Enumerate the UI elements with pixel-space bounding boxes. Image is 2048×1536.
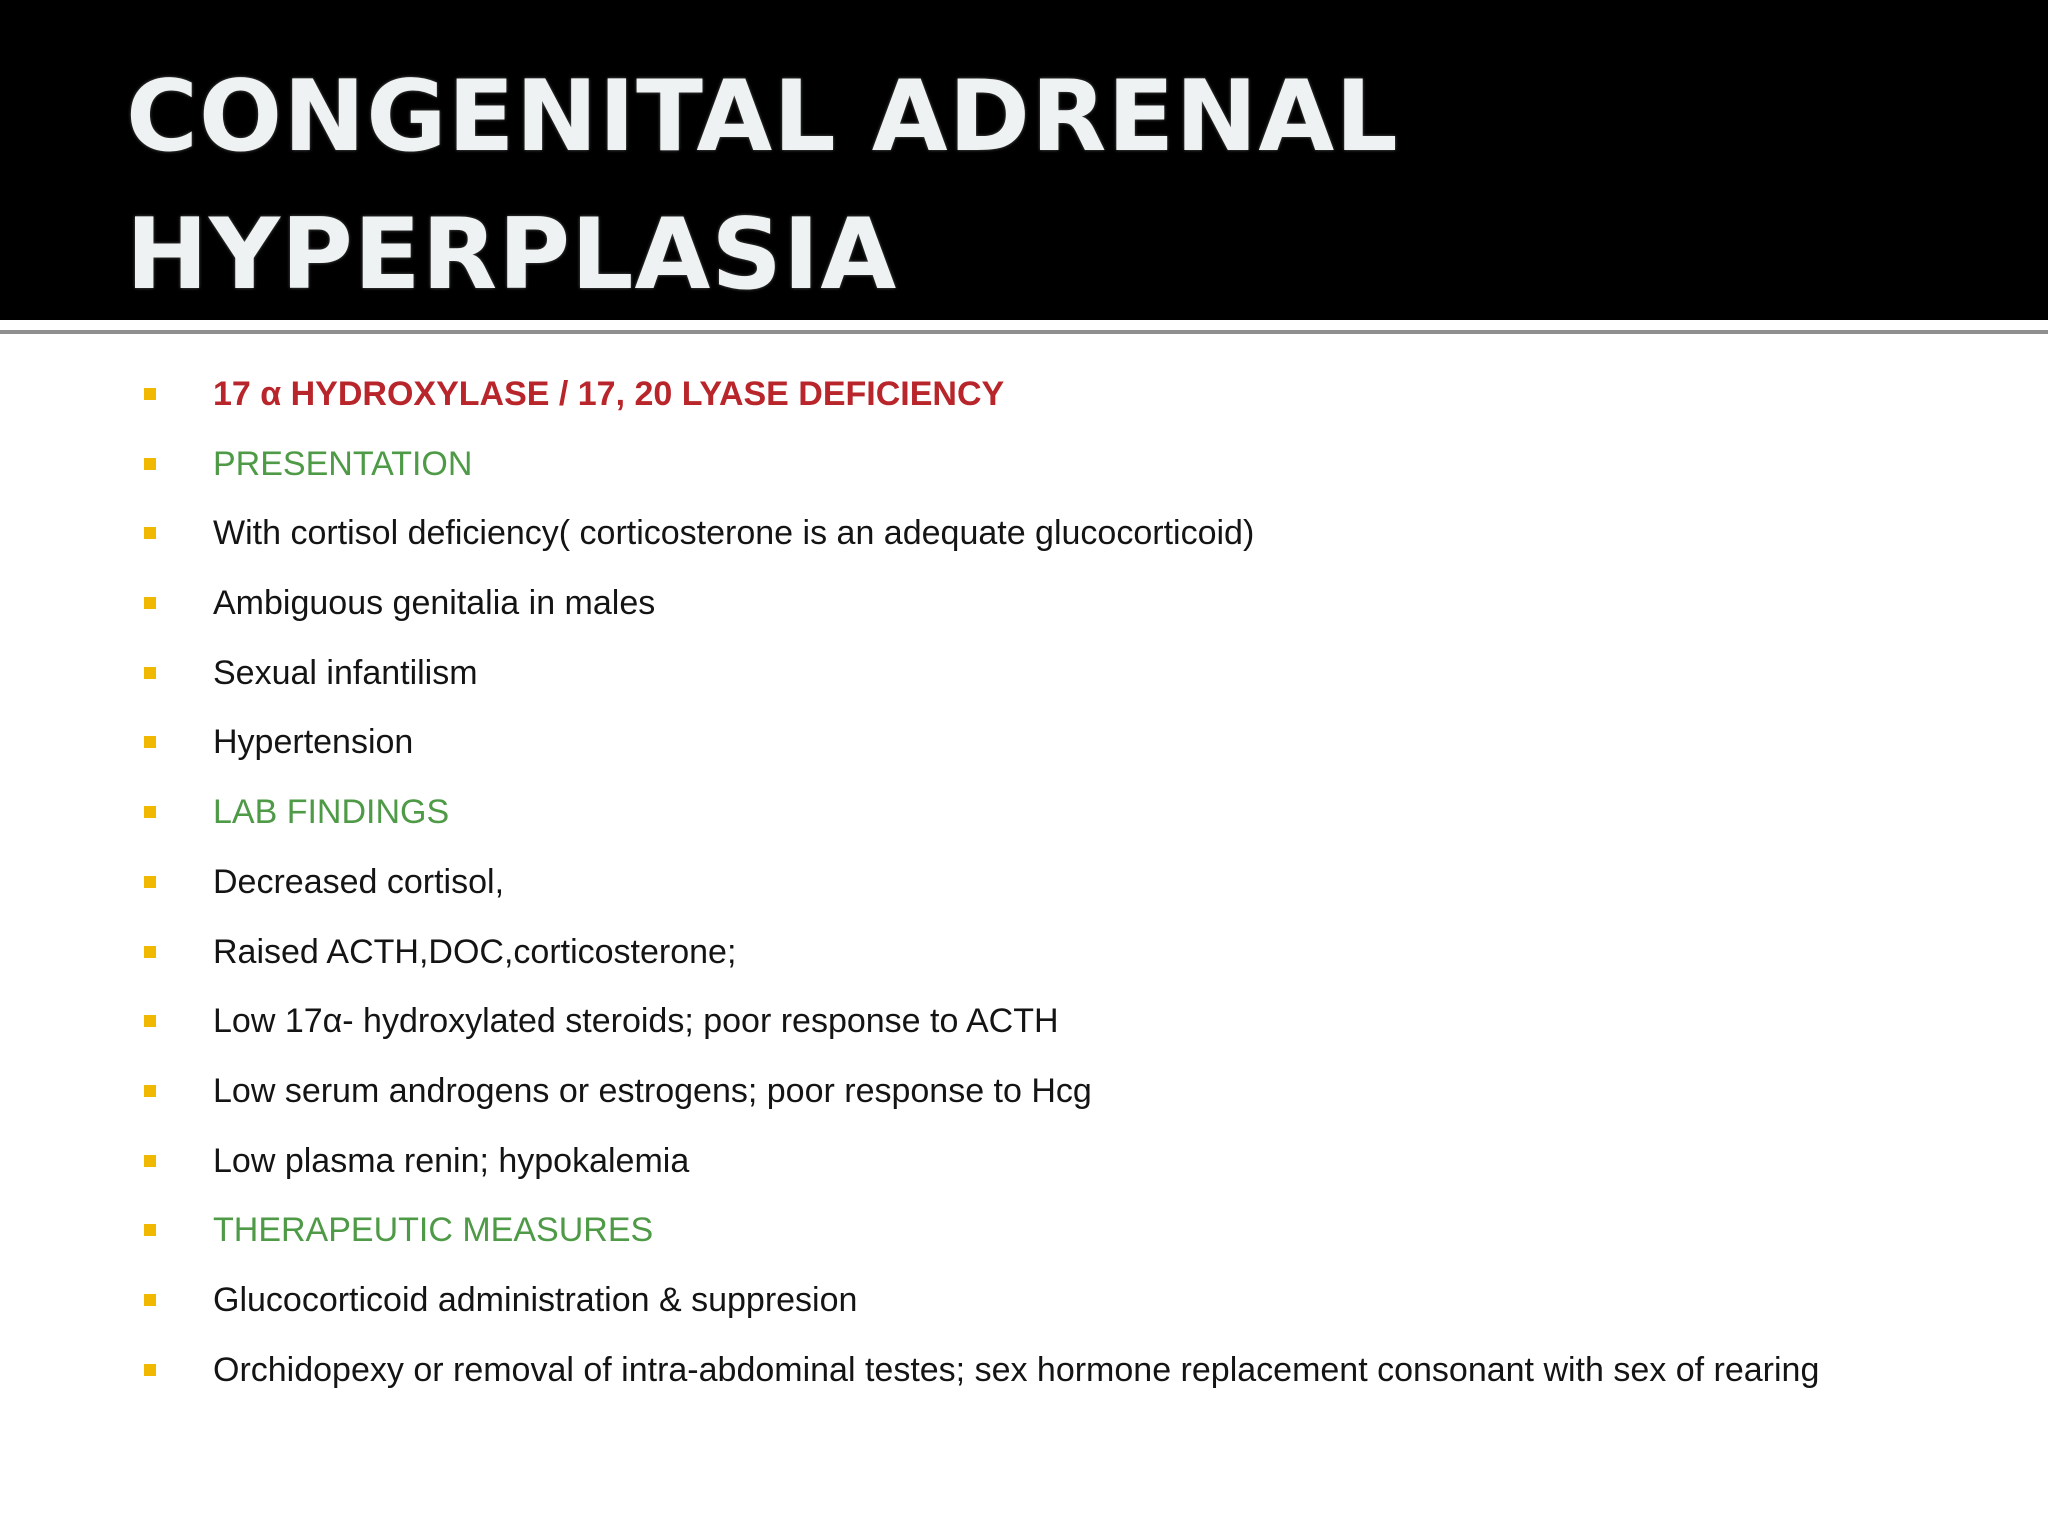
square-bullet-icon — [144, 527, 156, 539]
bullet-item — [0, 852, 2048, 922]
bullet-item — [0, 1061, 2048, 1131]
square-bullet-icon — [144, 1364, 156, 1376]
bullet-text: Raised ACTH,DOC,corticosterone; — [213, 932, 737, 971]
bullet-item — [0, 991, 2048, 1061]
bullet-text: LAB FINDINGS — [213, 793, 450, 832]
bullet-text: Decreased cortisol, — [213, 862, 505, 901]
bullet-item — [0, 1131, 2048, 1201]
bullet-item — [0, 643, 2048, 713]
bullet-item — [0, 922, 2048, 992]
bullet-text: THERAPEUTIC MEASURES — [213, 1211, 654, 1250]
bullet-item — [0, 1270, 2048, 1340]
title-divider-white — [0, 320, 2048, 328]
square-bullet-icon — [144, 1294, 156, 1306]
square-bullet-icon — [144, 1155, 156, 1167]
square-bullet-icon — [144, 1015, 156, 1027]
slide-title-line-2: HYPERPLASIA — [126, 198, 898, 312]
bullet-text: Orchidopexy or removal of intra-abdominal testes; sex hormone replacement consonant with sex of rearing — [213, 1350, 1820, 1389]
square-bullet-icon — [144, 876, 156, 888]
square-bullet-icon — [144, 597, 156, 609]
bullet-item — [0, 1340, 2048, 1410]
bullet-text: Ambiguous genitalia in males — [213, 584, 656, 623]
bullet-text: Low plasma renin; hypokalemia — [213, 1141, 690, 1180]
bullet-text: 17 α HYDROXYLASE / 17, 20 LYASE DEFICIENCY — [213, 375, 1005, 413]
bullet-item-presentation-heading — [0, 434, 2048, 504]
square-bullet-icon — [144, 736, 156, 748]
square-bullet-icon — [144, 388, 156, 400]
bullet-item — [0, 573, 2048, 643]
title-bar — [0, 0, 2048, 320]
square-bullet-icon — [144, 1085, 156, 1097]
title-divider-gray — [0, 330, 2048, 334]
square-bullet-icon — [144, 667, 156, 679]
square-bullet-icon — [144, 458, 156, 470]
bullet-text: PRESENTATION — [213, 444, 473, 483]
bullet-item — [0, 712, 2048, 782]
bullet-text: With cortisol deficiency( corticosterone is an adequate glucocorticoid) — [213, 514, 1255, 553]
slide-title — [126, 48, 1826, 324]
bullet-item-therapeutic-heading — [0, 1200, 2048, 1270]
bullet-item-lab-findings-heading — [0, 782, 2048, 852]
bullet-text: Low 17α- hydroxylated steroids; poor response to ACTH — [213, 1002, 1059, 1041]
square-bullet-icon — [144, 946, 156, 958]
square-bullet-icon — [144, 806, 156, 818]
square-bullet-icon — [144, 1224, 156, 1236]
slide-title-line-1: CONGENITAL ADRENAL — [126, 60, 1399, 174]
bullet-item — [0, 503, 2048, 573]
bullet-text: Hypertension — [213, 723, 414, 762]
bullet-list — [0, 364, 2048, 1409]
bullet-text: Low serum androgens or estrogens; poor response to Hcg — [213, 1071, 1092, 1110]
bullet-item-main-heading — [0, 364, 2048, 434]
bullet-text: Glucocorticoid administration & suppresion — [213, 1280, 858, 1319]
bullet-text: Sexual infantilism — [213, 653, 478, 692]
